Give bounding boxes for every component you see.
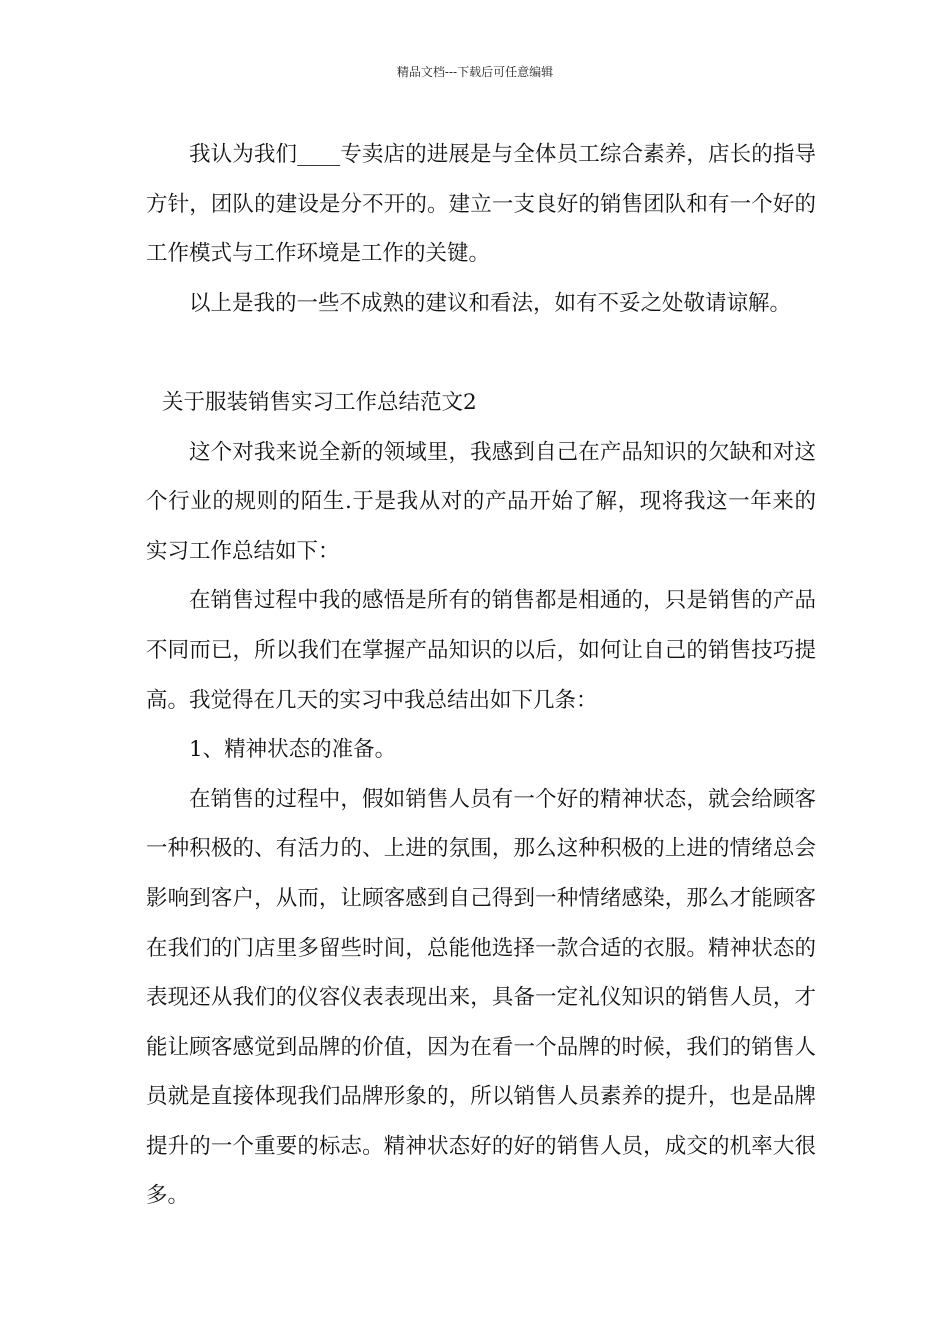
- page-header: 精品文档---下载后可任意编辑: [396, 65, 554, 79]
- section-spacer: [146, 328, 816, 378]
- list-item-mental-state: 1、精神状态的准备。: [189, 737, 397, 763]
- document-body: [146, 130, 816, 1221]
- paragraph-closing-remark: 以上是我的一些不成熟的建议和看法，如有不妥之处敬请谅解。: [189, 290, 792, 316]
- section-title: 关于服装销售实习工作总结范文2: [162, 389, 477, 415]
- paragraph-new-field: 这个对我来说全新的领域里，我感到自己在产品知识的欠缺和对这个行业的规则的陌生.于是我从对的产品开始了解，现将我这一年来的实习工作总结如下：: [146, 439, 816, 564]
- paragraph-sales-insight: 在销售过程中我的感悟是所有的销售都是相通的，只是销售的产品不同而已，所以我们在掌握产品知识的以后，如何让自己的销售技巧提高。我觉得在几天的实习中我总结出如下几条：: [146, 588, 816, 713]
- paragraph-mental-state-detail: 在销售的过程中，假如销售人员有一个好的精神状态，就会给顾客一种积极的、有活力的、上进的氛围，那么这种积极的上进的情绪总会影响到客户，从而，让顾客感到自己得到一种情绪感染，那么才能顾客在我们的门店里多留些时间，总能他选择一款合适的衣服。精神状态的表现还从我们的仪容仪表表现出来，具备一定礼仪知识的销售人员，才能让顾客感觉到品牌的价值，因为在看一个品牌的时候，我们的销售人员就是直接体现我们品牌形象的，所以销售人员素养的提升，也是品牌提升的一个重要的标志。精神状态好的好的销售人员，成交的机率大很多。: [146, 786, 816, 1209]
- paragraph-store-development: 我认为我们____专卖店的进展是与全体员工综合素养，店长的指导方针，团队的建设是分不开的。建立一支良好的销售团队和有一个好的工作模式与工作环境是工作的关键。: [146, 142, 816, 267]
